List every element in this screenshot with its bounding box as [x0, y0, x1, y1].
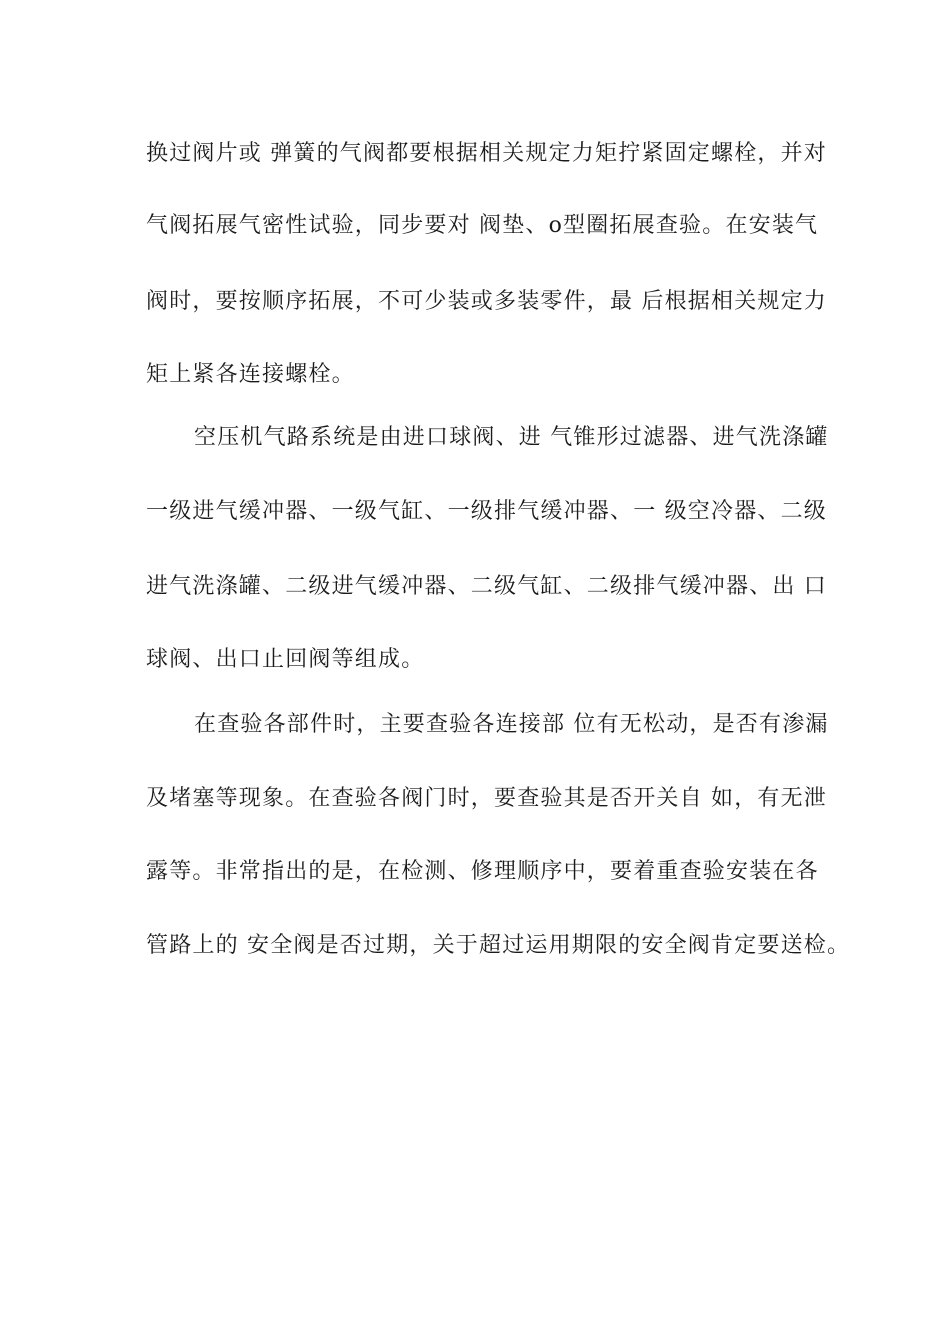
- paragraph-3-line-2: 及堵塞等现象。在查验各阀门时，要查验其是否开关自 如，有无泄: [146, 786, 827, 811]
- paragraph-3-line-4: 管路上的 安全阀是否过期，关于超过运用期限的安全阀肯定要送检。: [146, 933, 851, 958]
- paragraph-2-line-3: 进气洗涤罐、二级进气缓冲器、二级气缸、二级排气缓冲器、出 口: [146, 574, 827, 599]
- paragraph-1-line-2: 气阀拓展气密性试验，同步要对 阀垫、o型圈拓展查验。在安装气: [146, 213, 819, 238]
- paragraph-1-line-3: 阀时，要按顺序拓展，不可少装或多装零件，最 后根据相关规定力: [146, 289, 827, 314]
- paragraph-2-line-4: 球阀、出口止回阀等组成。: [146, 647, 425, 672]
- paragraph-1-line-1: 换过阀片或 弹簧的气阀都要根据相关规定力矩拧紧固定螺栓，并对: [146, 141, 827, 166]
- paragraph-2-line-1: 空压机气路系统是由进口球阀、进 气锥形过滤器、进气洗涤罐: [194, 425, 829, 450]
- paragraph-3-line-1: 在查验各部件时，主要查验各连接部 位有无松动，是否有渗漏: [194, 712, 829, 737]
- paragraph-2-line-2: 一级进气缓冲器、一级气缸、一级排气缓冲器、一 级空冷器、二级: [146, 499, 827, 524]
- paragraph-1-line-4: 矩上紧各连接螺栓。: [146, 362, 355, 387]
- paragraph-3-line-3: 露等。非常指出的是，在检测、修理顺序中，要着重查验安装在各: [146, 859, 819, 884]
